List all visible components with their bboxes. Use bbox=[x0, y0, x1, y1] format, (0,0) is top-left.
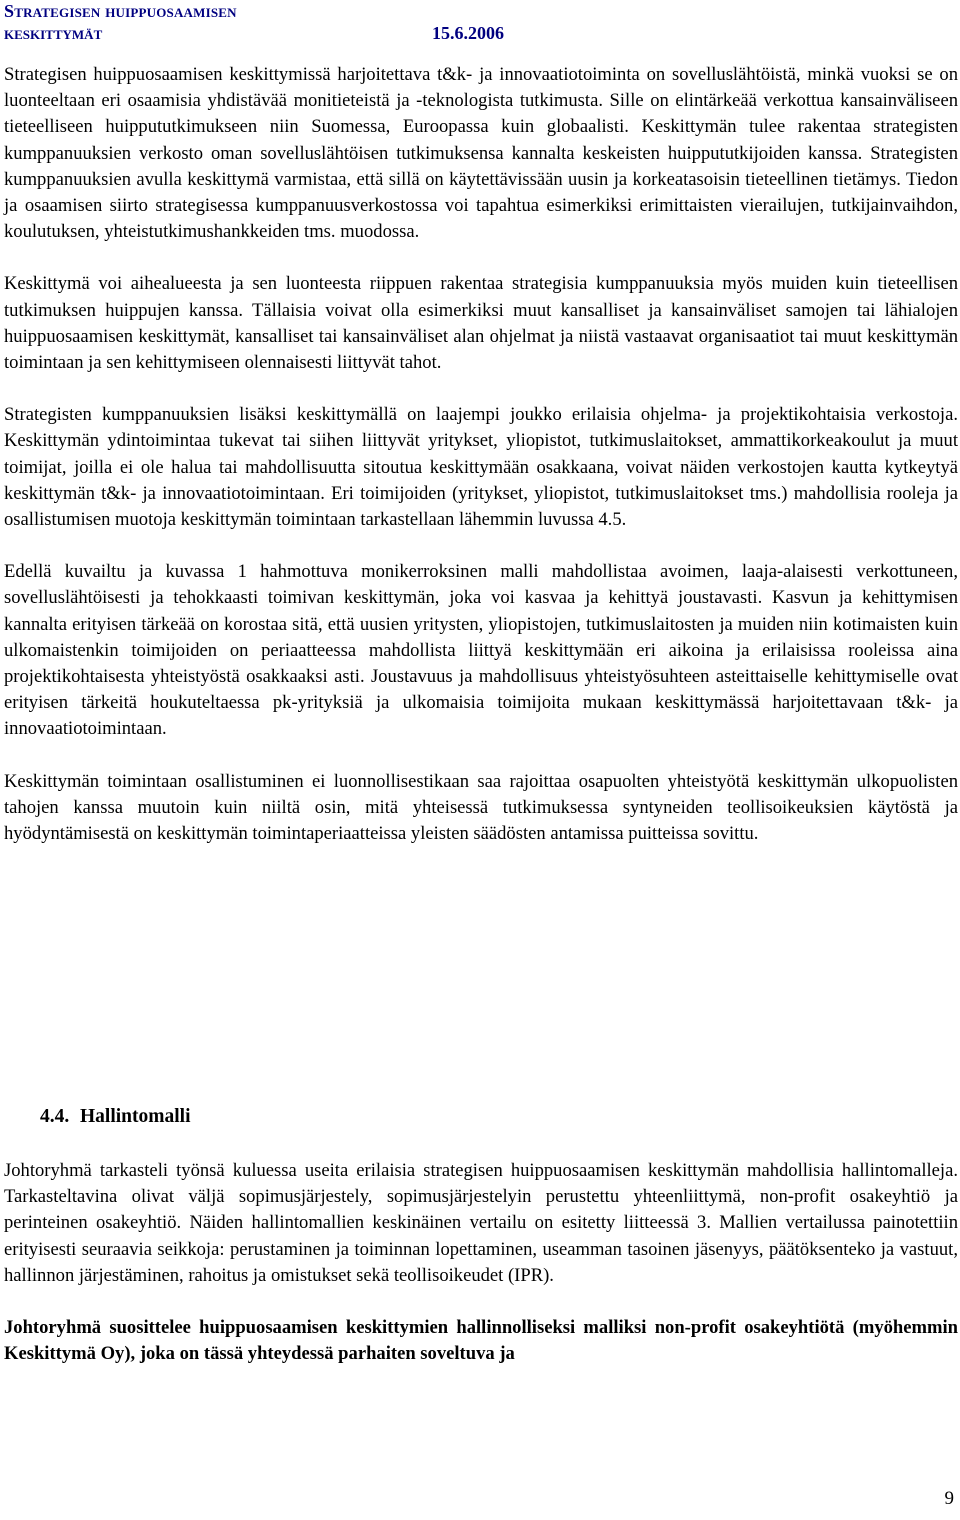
section-title: Hallintomalli bbox=[80, 1106, 191, 1127]
paragraph: Keskittymä voi aihealueesta ja sen luonteesta riippuen rakentaa strategisia kumppanuuksia myös muiden kuin tieteellisen tutkimuksen huippujen kanssa. Tällaisia voivat olla esimerkiksi muut kansalliset ja kansainväliset samojen tai lähialojen huippuosaamisen keskittymät, kansalliset tai kansainväliset alan ohjelmat ja niistä vastaavat organisaatiot tai muut keskittymän toimintaan ja sen kehittymiseen olennaisesti liittyvät tahot. bbox=[4, 273, 958, 374]
section-number: 4.4. bbox=[40, 1106, 70, 1127]
paragraph: Johtoryhmä tarkasteli työnsä kuluessa useita erilaisia strategisen huippuosaamisen keskittymän mahdollisia hallintomalleja. Tarkasteltavina olivat väljä sopimusjärjestely, sopimusjärjestelyin perustettu yhteenliittymä, non-profit osakeyhtiö ja perinteinen osakeyhtiö. Näiden hallintomallien keskinäinen vertailu on esitetty liitteessä 3. Mallien vertailussa painotettiin erityisesti seuraavia seikkoja: perustaminen ja toiminnan lopettaminen, useamman tasoinen jäsenyys, päätöksenteko ja vastuut, hallinnon järjestäminen, rahoitus ja omistukset sekä teollisoikeudet (IPR). bbox=[4, 1160, 958, 1286]
running-header bbox=[4, 0, 704, 44]
header-date: 15.6.2006 bbox=[432, 23, 504, 43]
recommendation-paragraph: Johtoryhmä suosittelee huippuosaamisen keskittymien hallinnolliseksi malliksi non-profit osakeyhtiötä (myöhemmin Keskittymä Oy), joka on tässä yhteydessä parhaiten soveltuva ja bbox=[4, 1317, 958, 1365]
paragraph: Keskittymän toimintaan osallistuminen ei luonnollisestikaan saa rajoittaa osapuolten yhteistyötä keskittymän ulkopuolisten tahojen kanssa muutoin kuin niiltä osin, mitä yhteisessä tutkimuksessa syntyneiden teollisoikeuksien käytöstä ja hyödyntämisestä on keskittymän toimintaperiaatteissa yleisten säädösten antamissa puitteissa sovittu. bbox=[4, 770, 958, 845]
paragraph: Strategisen huippuosaamisen keskittymissä harjoitettava t&k- ja innovaatiotoiminta on sovelluslähtöistä, minkä vuoksi se on luonteeltaan eri osaamisia yhdistävää monitieteistä ja -teknologista tutkimusta. Sille on elintärkeää verkottua kansainväliseen tieteelliseen huippututkimukseen niin Suomessa, Euroopassa kuin globaalisti. Keskittymän tulee rakentaa strategisten kumppanuuksien verkosto oman sovelluslähtöisen tutkimuksensa kannalta keskeisten huippututkijoiden kanssa. Strategisten kumppanuuksien avulla keskittymä varmistaa, että sillä on käytettävissään uusin ja korkeatasoisin tieteellinen tietämys. Tiedon ja osaamisen siirto strategisessa kumppanuusverkostossa voi tapahtua esimerkiksi erimittaisten vierailujen, tutkijainvaihdon, koulutuksen, yhteistutkimushankkeiden tms. muodossa. bbox=[4, 64, 958, 243]
body-text bbox=[4, 62, 958, 847]
page-number: 9 bbox=[944, 1488, 954, 1509]
header-subtitle: keskittymät bbox=[4, 23, 103, 43]
header-title: Strategisen huippuosaamisen bbox=[4, 1, 237, 21]
section-heading bbox=[40, 1104, 191, 1130]
paragraph: Edellä kuvailtu ja kuvassa 1 hahmottuva monikerroksinen malli mahdollistaa avoimen, laaja-alaisesti verkottuneen, sovelluslähtöisesti ja tehokkaasti toimivan keskittymän, joka voi kasvaa ja kehittyä joustavasti. Kasvun ja kehittymisen kannalta erityisen tärkeää on korostaa sitä, että uusien yritysten, yliopistojen, tutkimuslaitosten ja muiden niin kotimaisten kuin ulkomaistenkin toimijoiden on periaatteessa mahdollista liittyä keskittymään eri aikoina ja erilaisissa rooleissa aina projektikohtaisesta yhteistyöstä osakkaaksi asti. Joustavuus ja mahdollisuus yhteistyösuhteen asteittaiselle kehittymiselle ovat erityisen tärkeitä houkuteltaessa pk-yrityksiä ja ulkomaisia toimijoita mukaan keskittymässä harjoitettavaan t&k- ja innovaatiotoimintaan. bbox=[4, 561, 958, 740]
paragraph: Strategisten kumppanuuksien lisäksi keskittymällä on laajempi joukko erilaisia ohjelma- ja projektikohtaisia verkostoja. Keskittymän ydintoimintaa tukevat tai siihen liittyvät yritykset, yliopistot, tutkimuslaitokset, ammattikorkeakoulut ja muut toimijat, joilla ei ole halua tai mahdollisuutta sitoutua keskittymään osakkaana, voivat näiden verkostojen kautta kytkeytyä keskittymän t&k- ja innovaatiotoimintaan. Eri toimijoiden (yritykset, yliopistot, tutkimuslaitokset tms.) mahdollisia rooleja ja osallistumisen muotoja keskittymän toimintaan tarkastellaan lähemmin luvussa 4.5. bbox=[4, 404, 958, 531]
section-body bbox=[4, 1158, 958, 1367]
